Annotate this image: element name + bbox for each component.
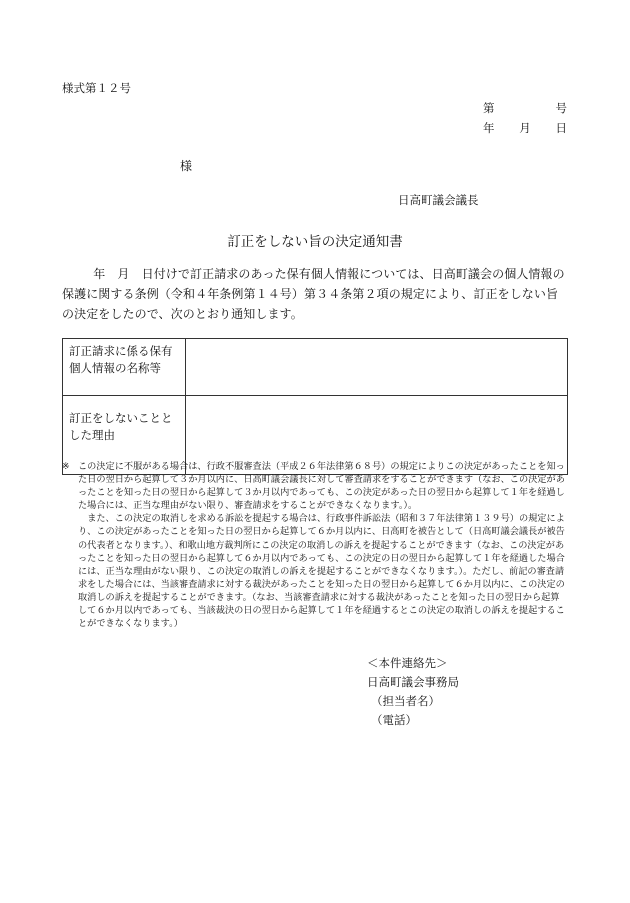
info-table — [62, 338, 568, 475]
document-number — [483, 100, 567, 116]
table-row — [63, 339, 568, 396]
contact-block — [367, 654, 459, 730]
addressee: 様 — [180, 159, 193, 173]
doc-number-prefix: 第 — [483, 101, 495, 115]
document-title: 訂正をしない旨の決定通知書 — [227, 234, 403, 250]
issue-date — [483, 120, 567, 136]
contact-person: （担当者名） — [371, 694, 440, 708]
date-year: 年 — [483, 121, 495, 135]
note-mark: ※ — [62, 461, 70, 472]
row1-label: 訂正請求に係る保有個人情報の名称等 — [63, 339, 186, 396]
date-day: 日 — [555, 121, 567, 135]
doc-number-suffix: 号 — [555, 101, 567, 115]
date-month: 月 — [519, 121, 531, 135]
body-text: 年 月 日付けで訂正請求のあった保有個人情報については、日高町議会の個人情報の保護に関する条例（令和４年条例第１４号）第３４条第２項の規定により、訂正をしない旨の決定をしたので、次のとおり通知します。 — [62, 267, 565, 321]
appeal-note — [62, 460, 568, 630]
sender: 日高町議会議長 — [398, 193, 479, 207]
form-number: 様式第１２号 — [62, 81, 131, 95]
contact-office: 日高町議会事務局 — [367, 675, 459, 689]
contact-heading: ＜本件連絡先＞ — [367, 656, 448, 670]
row1-value — [186, 339, 568, 396]
contact-phone: （電話） — [371, 713, 417, 727]
note-paragraph-2: また、この決定の取消しを求める訴訟を提起する場合は、行政事件訴訟法（昭和３７年法律第１３９号）の規定により、この決定があったことを知った日の翌日から起算して６か月以内に、日高町を被告として（日高町議会議長が被告の代表者となります。）、和歌山地方裁判所にこの決定の取消しの訴えを提起することができます（なお、この決定があったことを知った日の翌日から起算して６か月以内であっても、この決定の日の翌日から起算して１年を経過した場合には、正当な理由がない限り、この決定の取消しの訴えを提起することができなくなります。）。ただし、前記の審査請求をした場合には、当該審査請求に対する裁決があったことを知った日の翌日から起算して６か月以内に、この決定の取消しの訴えを提起することができます。（なお、当該審査請求に対する裁決があったことを知った日の翌日から起算して６か月以内であっても、当該裁決の日の翌日から起算して１年を経過するとこの決定の取消しの訴えを提起することができなくなります。） — [78, 513, 565, 630]
note-paragraph-1: この決定に不服がある場合は、行政不服審査法（平成２６年法律第６８号）の規定によりこの決定があったことを知った日の翌日から起算して３か月以内に、日高町議会議長に対して審査請求をすることができます（なお、この決定があったことを知った日の翌日から起算して３か月以内であっても、この決定があった日の翌日から起算して１年を経過した場合には、正当な理由がない限り、審査請求をすることができなくなります。）。 — [78, 461, 565, 512]
row2-label: 訂正をしないこととした理由 — [63, 396, 186, 475]
